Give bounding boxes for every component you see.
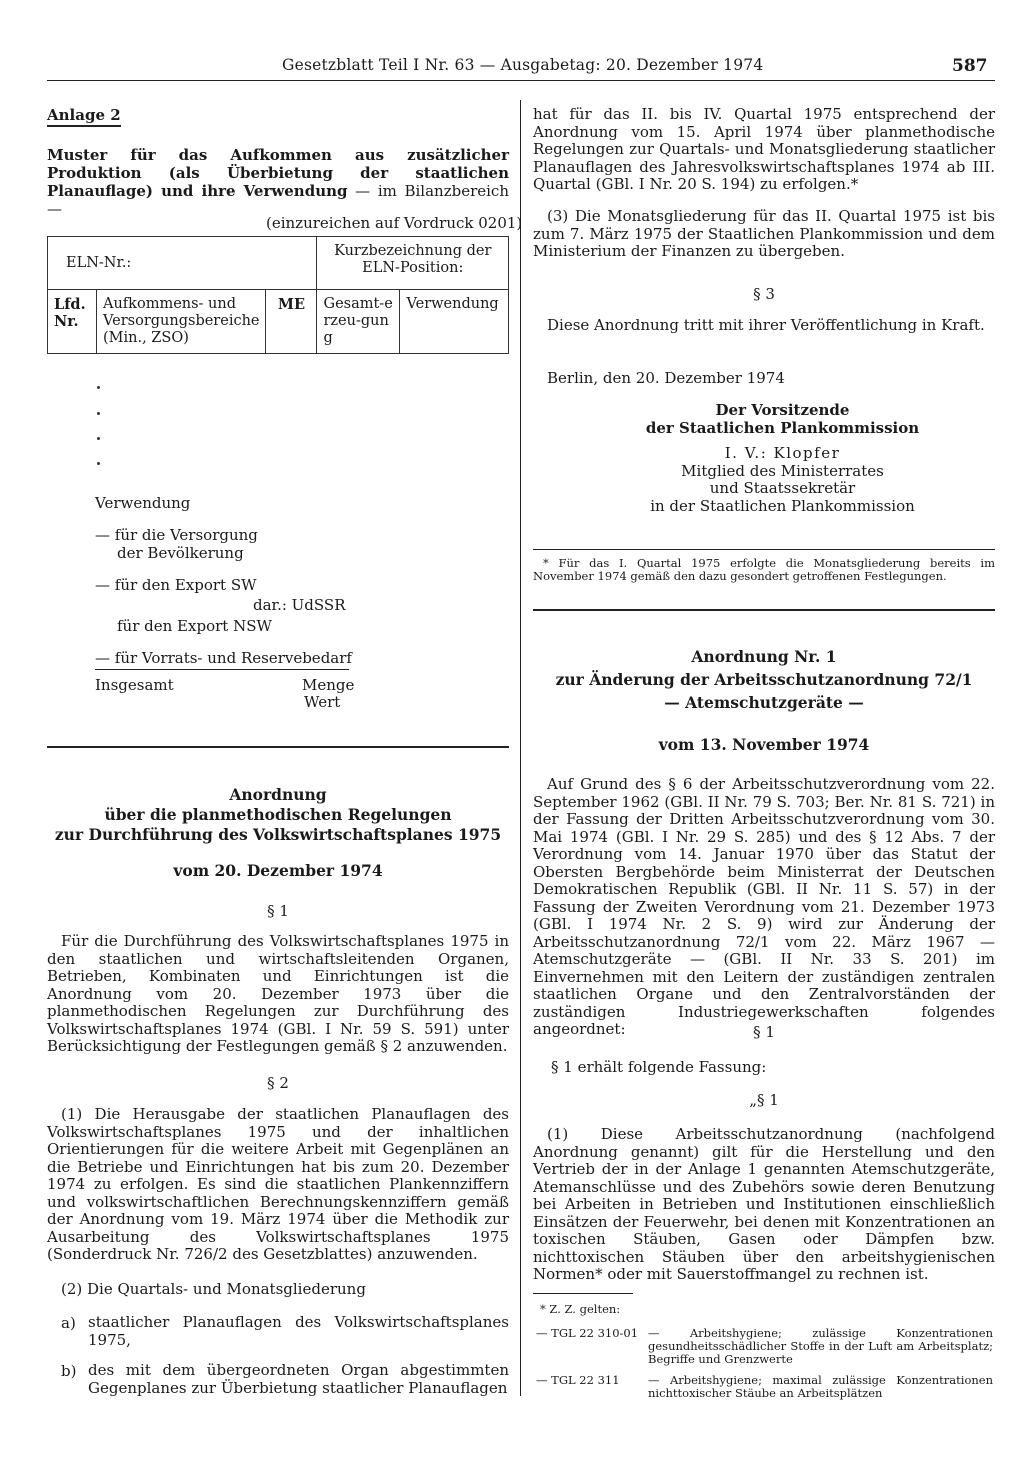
fn2-text: — Arbeitshygiene; maximal zulässige Konzentrationen nichttoxischer Stäube an Arbeitsplätzen [648,1373,993,1400]
fn2-code: — TGL 22 311 [536,1373,620,1387]
submit-note: (einzureichen auf Vordruck 0201) [266,214,523,232]
header-rule [47,80,995,81]
verwendung-line: der Bevölkerung [117,544,244,562]
form-table-wrap [47,236,509,354]
eln-label: ELN-Nr.: [66,254,132,271]
anordnung1-s1-head: § 1 [267,902,289,920]
footnote: * Für das I. Quartal 1975 erfolgte die Monatsgliederung bereits im November 1974 gemäß den dazu gesondert getroffenen Festlegungen. [533,556,995,583]
anordnung1-s3-text: Diese Anordnung tritt mit ihrer Veröffentlichung in Kraft. [547,316,985,334]
anordnung2-title [533,645,995,714]
sig-signatory: I. V.: Klopfer [724,444,841,462]
anordnung1-s1-text: Für die Durchführung des Volkswirtschaftsplanes 1975 in den staatlichen und wirtschaftsleitenden Organen, Betrieben, Kombinaten und Einrichtungen ist die Anordnung vom 20. Dezember 1973 über die planmethodischen Regelungen zur Durchführung des Volkswirtschaftsplanes 1974 (GBl. I Nr. 59 S. 591) unter Berücksichtigung der Festlegungen gemäß § 2 anzuwenden. [47,932,509,1055]
anordnung1-cont-text: hat für das II. bis IV. Quartal 1975 entsprechend der Anordnung vom 15. April 1974 über planmethodische Regelungen zur Quartals- und Monatsgliederung staatlicher Planauflagen des Jahresvolkswirtschaftsplanes 1974 ab III. Quartal (GBl. I Nr. 20 S. 194) zu erfolgen.* [533,105,995,193]
sig-role: Mitglied des Ministerrates [681,461,884,480]
fn1-text: — Arbeitshygiene; zulässige Konzentrationen gesundheitsschädlicher Stoffe in der Luft am Arbeitsplatz; Begriffe und Grenzwerte [648,1326,993,1366]
anordnung2-quote-text: (1) Diese Arbeitsschutzanordnung (nachfolgend Anordnung genannt) gilt für die Herstellung und den Vertrieb der in der Anlage 1 genannten Atemschutzgeräte, Atemanschlüsse und des Zubehörs sowie deren Benutzung bei Arbeiten in Betrieben und Institutionen einschließlich Einsätzen der Feuerwehr, bei denen mit Konzentrationen an toxischen Stäuben, Gasen oder Dämpfen bzw. nichttoxischen Stäuben über den arbeitshygienischen Normen* oder mit Sauerstoffmangel zu rechnen ist. [533,1125,995,1283]
anordnung1-s2-p1: (1) Die Herausgabe der staatlichen Planauflagen des Volkswirtschaftsplanes 1975 und der inhaltlichen Orientierungen für die weitere Arbeit mit Gegenplänen an die Betriebe und Einrichtungen hat bis zum 20. Dezember 1974 zu erfolgen. Es sind die staatlichen Plankennziffern und volkswirtschaftlichen Berechnungskennziffern gemäß der Anordnung vom 19. März 1974 über die Methodik zur Ausarbeitung des Volkswirtschaftsplanes 1975 (Sonderdruck Nr. 726/2 des Gesetzblattes) anzuwenden. [47,1105,509,1263]
anordnung1-title-line: über die planmethodischen Regelungen [104,805,452,824]
verwendung-line: Wert [304,693,341,711]
sig-role: in der Staatlichen Plankommission [650,496,915,515]
col-gesamterzeugung: Gesamt-erzeu-gung [317,290,400,354]
column-divider [520,100,521,1396]
section-rule [533,609,995,611]
anordnung2-title-line: Anordnung Nr. 1 [691,647,837,666]
verwendung-title: Verwendung [95,494,191,512]
signature-block [600,402,965,515]
anordnung1-date: vom 20. Dezember 1974 [173,861,383,880]
ellipsis-dot [97,437,100,440]
anordnung2-title-line: zur Änderung der Arbeitsschutzanordnung 72/1 [555,670,973,689]
ellipsis-dot [97,386,100,389]
section-rule [47,746,509,748]
anordnung2-s1-text: § 1 erhält folgende Fassung: [551,1058,767,1076]
ellipsis-dot [97,462,100,465]
anordnung2-intro: Auf Grund des § 6 der Arbeitsschutzverordnung vom 22. September 1962 (GBl. II Nr. 79 S. 703; Ber. Nr. 81 S. 721) in der Fassung der Dritten Arbeitsschutzverordnung vom 30. Mai 1974 (GBl. I Nr. 29 S. 285) und des § 12 Abs. 7 der Verordnung vom 14. Januar 1970 über das Statut der Obersten Bergbehörde beim Ministerrat der Deutschen Demokratischen Republik (GBl. II Nr. 11 S. 57) in der Fassung der Zweiten Verordnung vom 21. Dezember 1973 (GBl. I 1974 Nr. 2 S. 9) wird zur Änderung der Arbeitsschutzanordnung 72/1 vom 22. März 1967 — Atemschutzgeräte — (GBl. II Nr. 33 S. 201) im Einvernehmen mit den Leitern der zuständigen zentralen staatlichen Organe und den Zentralvorständen der zuständigen Industriegewerkschaften folgendes angeordnet: [533,775,995,1038]
anordnung2-s1-head: § 1 [753,1023,775,1041]
anordnung1-title-line: zur Durchführung des Volkswirtschaftsplanes 1975 [54,825,502,844]
anordnung2-quote-head: „§ 1 [749,1091,779,1109]
page-header [0,56,1024,80]
col-verwendung: Verwendung [400,290,509,354]
anordnung1-s2-p2: (2) Die Quartals- und Monatsgliederung [61,1280,366,1298]
sum-rule [95,669,349,670]
fn1-code: — TGL 22 310-01 [536,1326,639,1340]
kurz-label: Kurzbezeichnung der ELN-Position: [334,243,492,276]
col-aufkommens: Aufkommens- und Versorgungsbereiche (Min., ZSO) [97,290,266,354]
verwendung-line: für den Export NSW [117,617,272,635]
verwendung-line: — für Vorrats- und Reservebedarf [95,649,352,667]
anlage-title [47,146,509,218]
place-date: Berlin, den 20. Dezember 1974 [547,369,785,387]
anlage-label: Anlage 2 [47,106,121,127]
item-b-label: b) [61,1362,77,1380]
sig-title: der Staatlichen Plankommission [645,418,920,437]
verwendung-line: Menge [302,676,355,694]
sig-role: und Staatssekretär [709,479,856,497]
footnote-rule [533,1293,633,1294]
page-number: 587 [952,56,988,76]
verwendung-line: — für die Versorgung [95,526,258,544]
anlage-title-bold: Muster für das Aufkommen aus zusätzlicher Produktion (als Überbietung der staatlichen Planauflage) und ihre Verwendung [47,146,509,200]
footnote-rule [533,549,995,550]
anordnung2-date: vom 13. November 1974 [658,735,870,754]
fn-intro: * Z. Z. gelten: [540,1302,621,1316]
sig-title: Der Vorsitzende [715,401,850,419]
col-me: ME [266,290,317,354]
verwendung-line: dar.: UdSSR [253,596,346,614]
anordnung1-s2-head: § 2 [267,1074,289,1092]
verwendung-line: Insgesamt [95,676,174,694]
form-table [47,236,509,354]
verwendung-line: — für den Export SW [95,576,257,594]
col-lfd-nr: Lfd. Nr. [48,290,97,354]
item-a-text: staatlicher Planauflagen des Volkswirtschaftsplanes 1975, [88,1313,509,1349]
header-title: Gesetzblatt Teil I Nr. 63 — Ausgabetag: 20. Dezember 1974 [282,56,764,74]
eln-cell [48,237,317,290]
anordnung1-s2-p3: (3) Die Monatsgliederung für das II. Quartal 1975 ist bis zum 7. März 1975 der Staatlichen Plankommission und dem Ministerium der Finanzen zu übergeben. [533,207,995,260]
anordnung2-title-line: — Atemschutzgeräte — [664,693,864,712]
anordnung1-title-line: Anordnung [229,785,327,804]
anordnung1-title [47,785,509,845]
item-b-text: des mit dem übergeordneten Organ abgestimmten Gegenplanes zur Überbietung staatlicher Planauflagen [88,1361,509,1397]
anordnung1-s3-head: § 3 [753,285,775,303]
anlage-title-rest: — im Bilanzbereich — [47,182,509,218]
ellipsis-dot [97,412,100,415]
item-a-label: a) [61,1314,76,1332]
kurz-cell [317,237,509,290]
